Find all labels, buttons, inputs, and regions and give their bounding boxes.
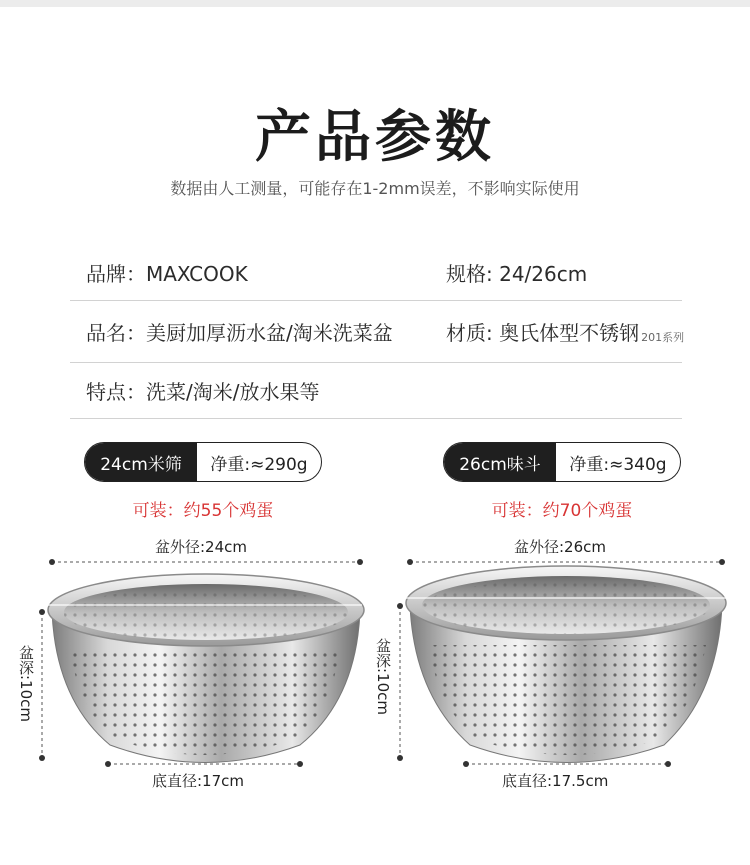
- product-1-base-diameter: 底直径:17cm: [152, 772, 244, 790]
- product-1-outer-diameter: 盆外径:24cm: [155, 538, 247, 556]
- spec-row: [70, 301, 685, 363]
- spec-brand: 品牌：MAXCOOK: [86, 262, 248, 286]
- bowl-1: [48, 574, 364, 763]
- product-2-capacity: 可装：约70个鸡蛋: [491, 501, 633, 521]
- page-subtitle: 数据由人工测量，可能存在1-2mm误差，不影响实际使用: [170, 179, 580, 198]
- product-2-pill: [443, 442, 681, 482]
- product-1-capacity: 可装：约55个鸡蛋: [132, 501, 274, 521]
- product-2-outer-diameter: 盆外径:26cm: [514, 538, 606, 556]
- top-strip: [0, 0, 750, 7]
- product-1-weight: 净重:≈290g: [210, 454, 308, 475]
- spec-features: 特点：洗菜/淘米/放水果等: [86, 380, 320, 404]
- product-2-depth: 盆深:10cm: [374, 638, 392, 715]
- product-2-weight: 净重:≈340g: [569, 454, 667, 475]
- bowl-illustrations: [0, 540, 750, 865]
- product-1-depth: 盆深:10cm: [17, 645, 35, 722]
- spec-size: 规格: 24/26cm: [446, 262, 588, 286]
- page-title: 产品参数: [255, 105, 495, 170]
- spec-name: 品名：美厨加厚沥水盆/淘米洗菜盆: [86, 321, 393, 345]
- product-1-tag: 24cm米筛: [85, 443, 197, 481]
- spec-material-value: 材质: 奥氏体型不锈钢: [446, 321, 640, 345]
- product-1-pill: [84, 442, 322, 482]
- spec-material: [446, 301, 684, 362]
- product-2-base-diameter: 底直径:17.5cm: [502, 772, 609, 790]
- bowl-2: [406, 566, 726, 763]
- spec-material-note: 201系列: [641, 330, 685, 344]
- spec-row: [70, 245, 682, 301]
- product-2-tag: 26cm味斗: [444, 443, 556, 481]
- spec-table: [70, 245, 685, 419]
- spec-row: [70, 363, 682, 419]
